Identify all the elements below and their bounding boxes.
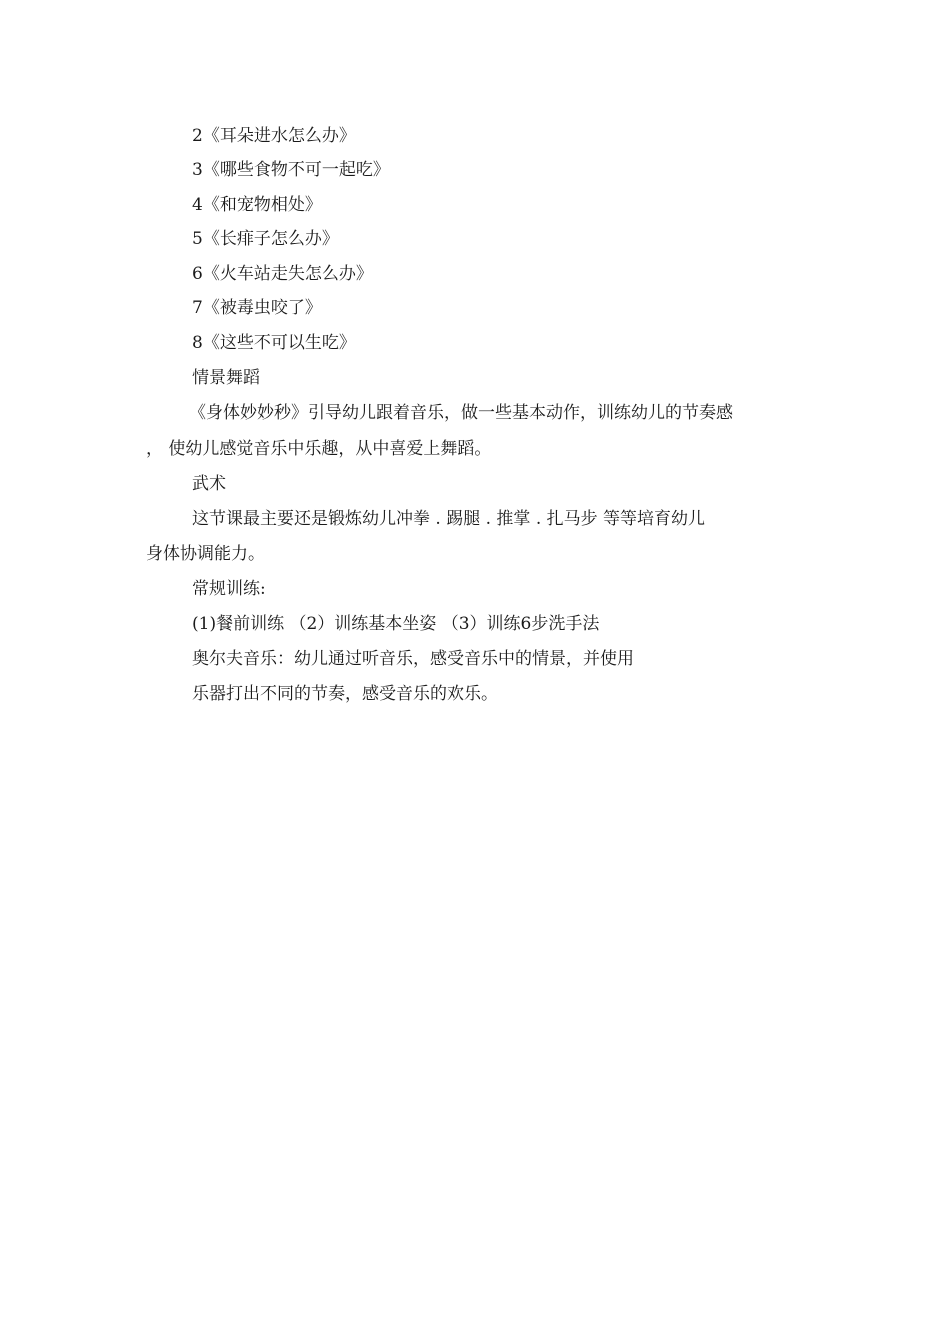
- orff-paragraph-line: 奥尔夫音乐：幼儿通过听音乐，感受音乐中的情景，并使用: [192, 649, 634, 669]
- martial-paragraph-line: 身体协调能力。: [146, 544, 265, 564]
- dance-heading: 情景舞蹈: [192, 368, 260, 388]
- dance-paragraph-line: 《身体妙妙秒》引导幼儿跟着音乐，做一些基本动作，训练幼儿的节奏感: [189, 403, 733, 423]
- dance-paragraph-line: ， 使幼儿感觉音乐中乐趣，从中喜爱上舞蹈。: [146, 439, 492, 459]
- lesson-item: 8《这些不可以生吃》: [192, 333, 356, 353]
- routine-heading: 常规训练:: [192, 579, 266, 599]
- martial-heading: 武术: [192, 474, 226, 494]
- lesson-item: 6《火车站走失怎么办》: [192, 264, 373, 284]
- lesson-item: 2《耳朵进水怎么办》: [192, 126, 356, 146]
- lesson-item: 7《被毒虫咬了》: [192, 298, 322, 318]
- routine-items: (1)餐前训练 （2）训练基本坐姿 （3）训练6步洗手法: [192, 614, 600, 634]
- martial-paragraph-line: 这节课最主要还是锻炼幼儿冲拳 . 踢腿 . 推掌 . 扎马步 等等培育幼儿: [192, 509, 706, 529]
- lesson-item: 3《哪些食物不可一起吃》: [192, 160, 390, 180]
- lesson-item: 4《和宠物相处》: [192, 195, 322, 215]
- orff-paragraph-line: 乐器打出不同的节奏，感受音乐的欢乐。: [192, 684, 498, 704]
- lesson-item: 5《长痱子怎么办》: [192, 229, 339, 249]
